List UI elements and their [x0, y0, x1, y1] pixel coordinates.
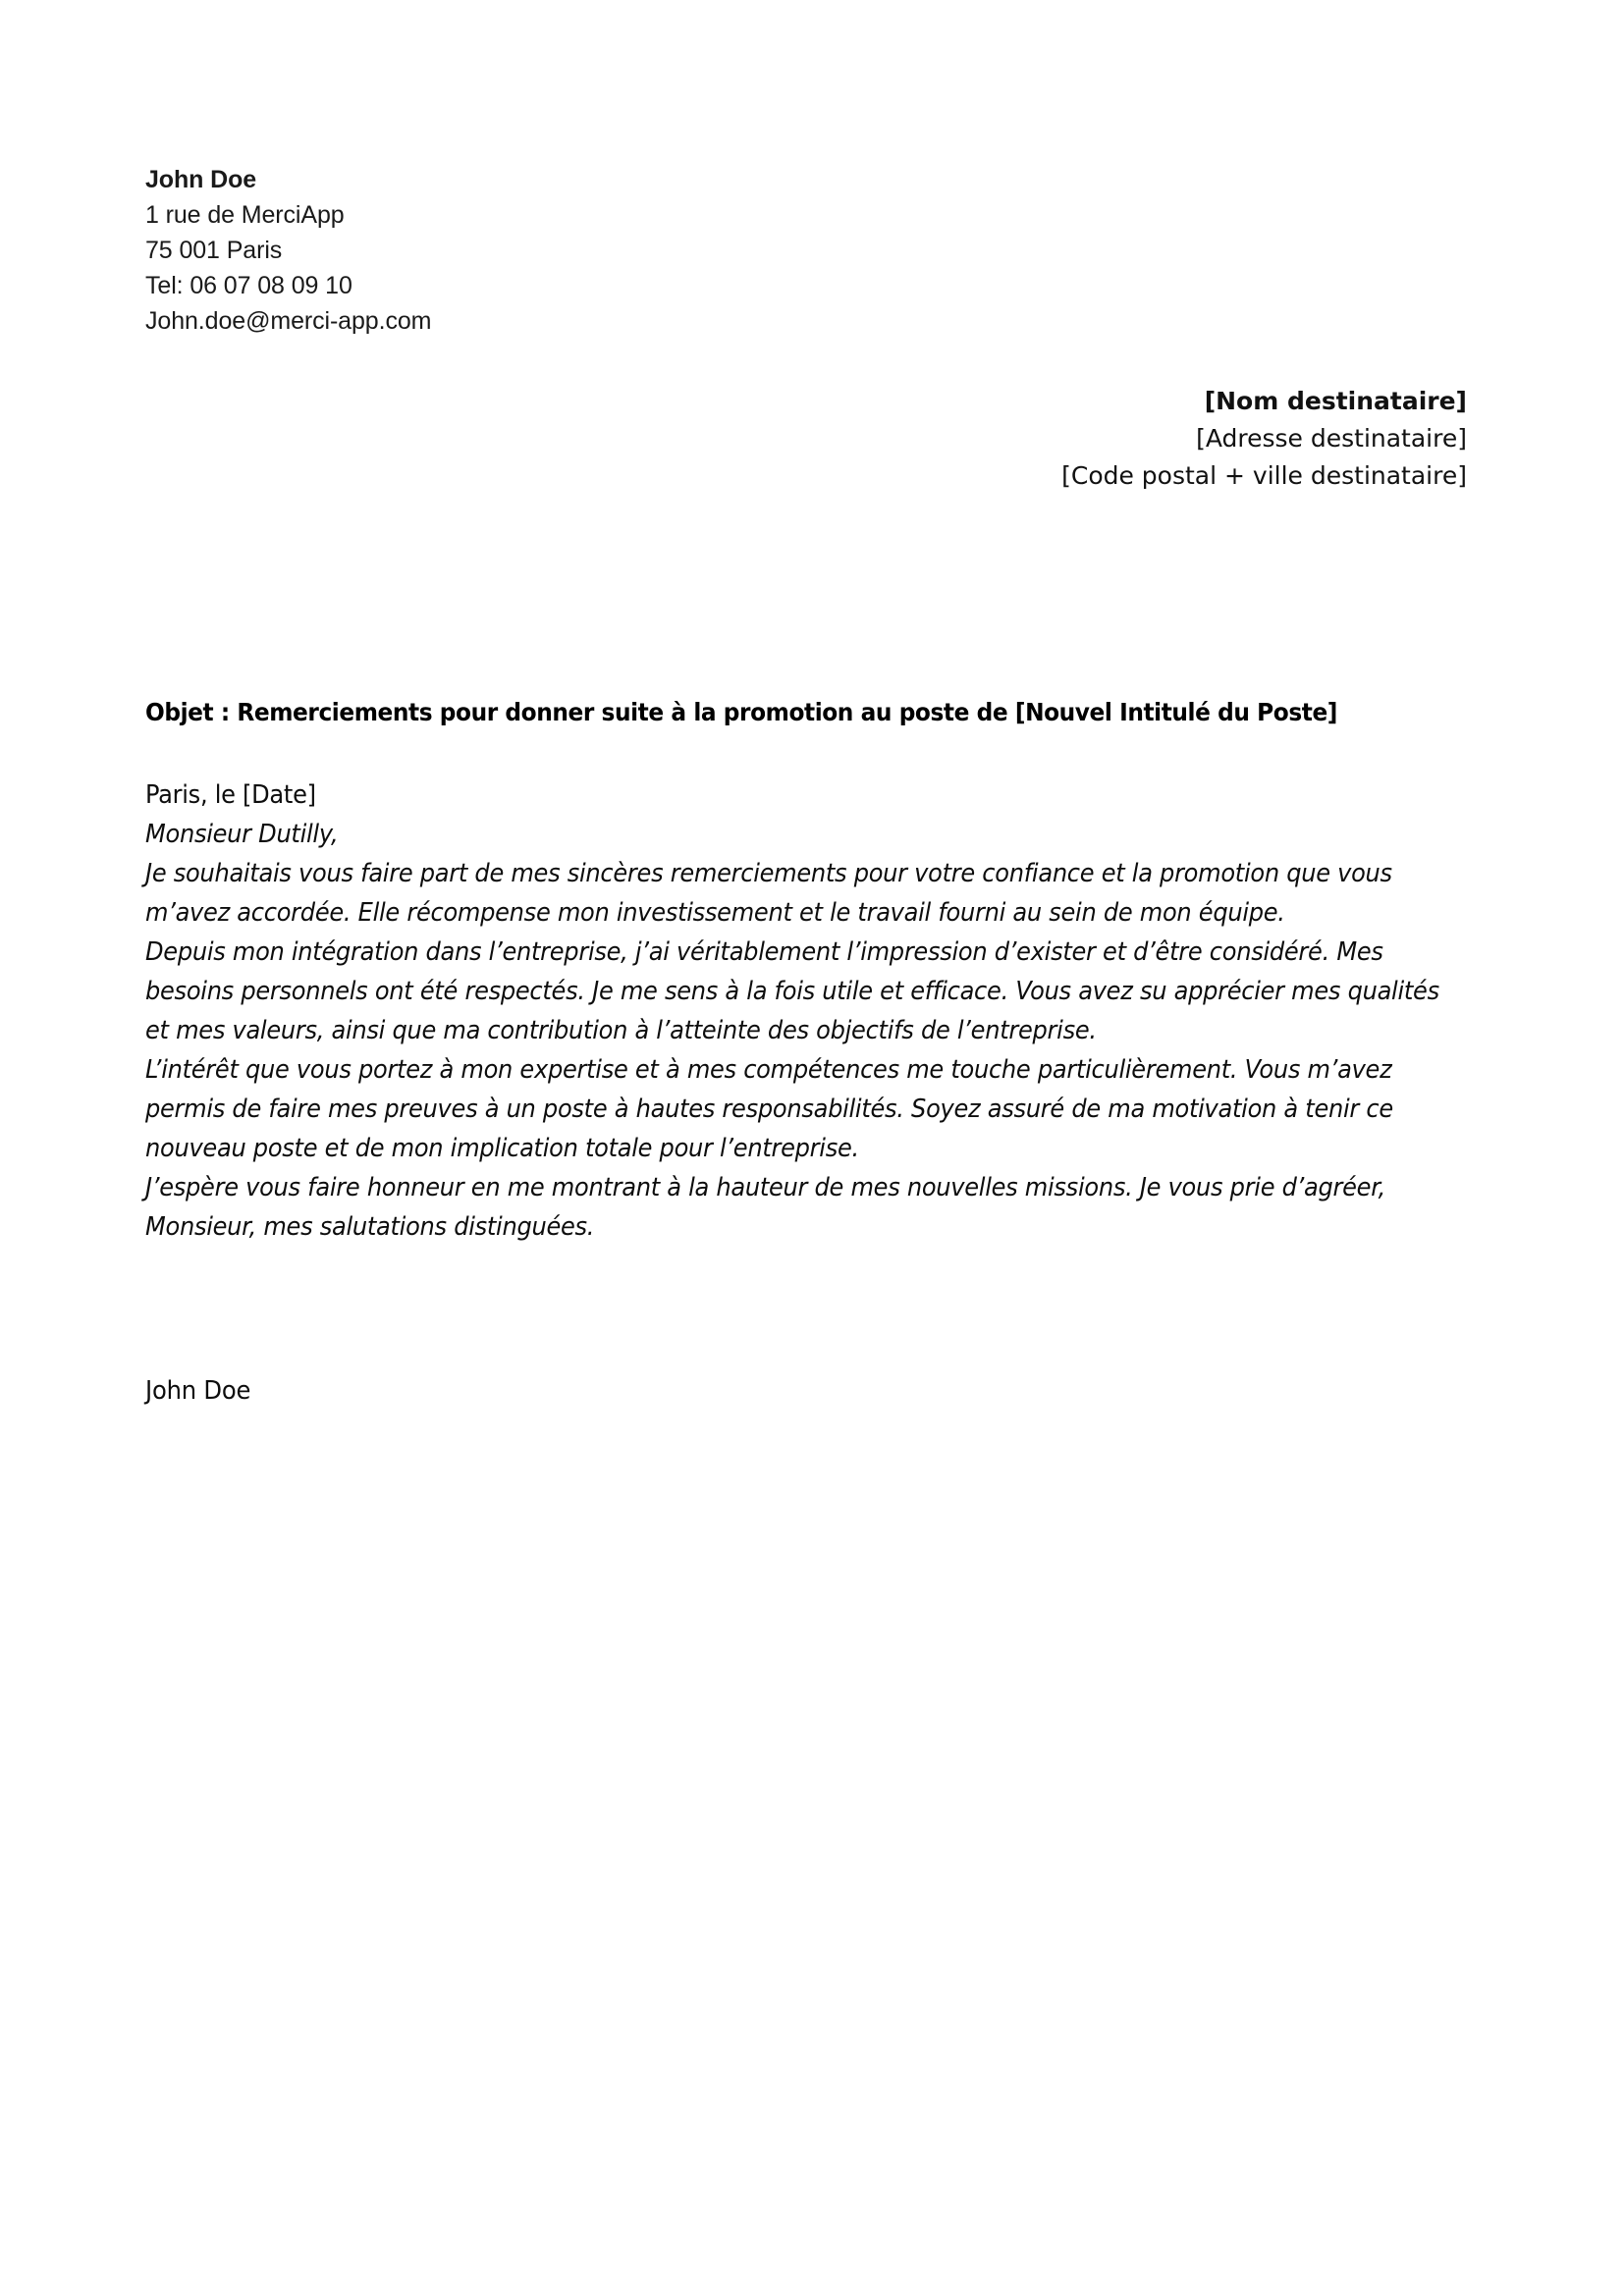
signature-name: John Doe	[145, 1376, 251, 1406]
salutation-line: Monsieur Dutilly,	[145, 820, 339, 849]
sender-street: 1 rue de MerciApp	[145, 201, 345, 229]
subject-line: Objet : Remerciements pour donner suite à la promotion au poste de [Nouvel Intitulé du Poste]	[145, 698, 1338, 726]
recipient-address: [Adresse destinataire]	[1196, 424, 1467, 453]
letter-body	[145, 775, 1451, 1247]
sender-address-block	[145, 162, 754, 339]
body-paragraph-2: Depuis mon intégration dans l’entreprise, j’ai véritablement l’impression d’exister et d’être considéré. Mes besoins personnels ont été respectés. Je me sens à la fois utile et efficace. Vous avez su apprécier mes qualités et mes valeurs, ainsi que ma contribution à l’atteinte des objectifs de l’entreprise.	[145, 937, 1439, 1045]
body-paragraph-3: L’intérêt que vous portez à mon expertise et à mes compétences me touche particulièrement. Vous m’avez permis de faire mes preuves à un poste à hautes responsabilités. Soyez assuré de ma motivation à tenir ce nouveau poste et de mon implication totale pour l’entreprise.	[145, 1055, 1393, 1163]
sender-email: John.doe@merci-app.com	[145, 307, 432, 335]
recipient-address-block	[1061, 383, 1467, 495]
recipient-postal-city: [Code postal + ville destinataire]	[1061, 461, 1467, 490]
sender-name: John Doe	[145, 166, 257, 193]
date-line: Paris, le [Date]	[145, 780, 316, 810]
recipient-name: [Nom destinataire]	[1204, 387, 1467, 415]
sender-phone: Tel: 06 07 08 09 10	[145, 272, 352, 299]
body-paragraph-4: J’espère vous faire honneur en me montrant à la hauteur de mes nouvelles missions. Je vous prie d’agréer, Monsieur, mes salutations distinguées.	[145, 1173, 1386, 1242]
body-paragraph-1: Je souhaitais vous faire part de mes sincères remerciements pour votre confiance et la promotion que vous m’avez accordée. Elle récompense mon investissement et le travail fourni au sein de mon équipe.	[145, 859, 1392, 928]
sender-postal-city: 75 001 Paris	[145, 237, 283, 264]
